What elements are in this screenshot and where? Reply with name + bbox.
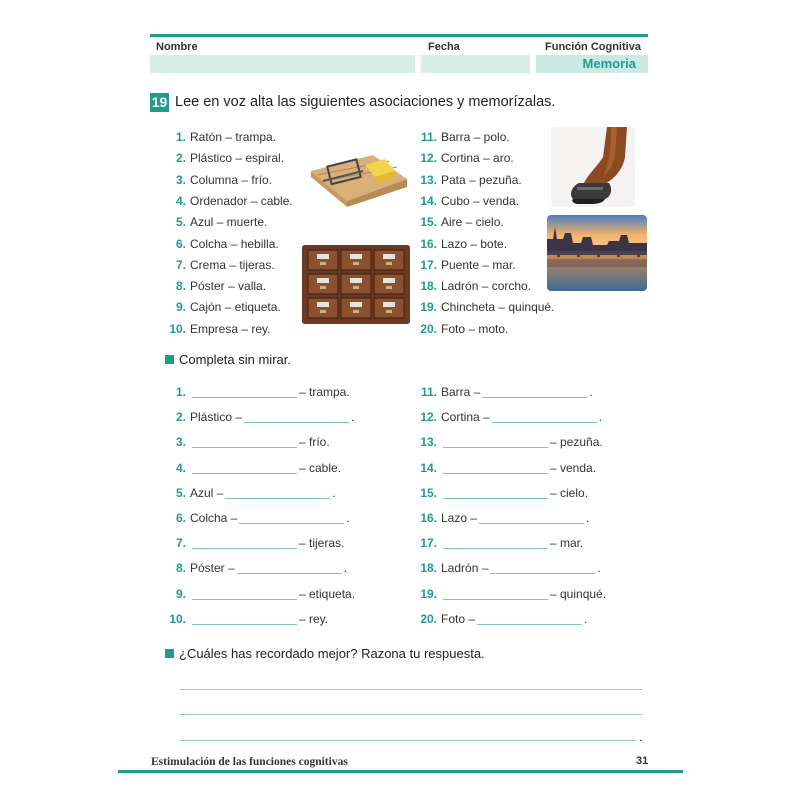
prompt-word: – cielo. xyxy=(550,485,589,500)
association-text: Plástico – espiral. xyxy=(190,151,285,166)
prompt-word: . xyxy=(586,511,590,525)
exercise-title: Lee en voz alta las siguientes asociaciones y memorízalas. xyxy=(175,94,556,110)
association-item xyxy=(166,150,284,166)
complete-row xyxy=(417,534,583,552)
answer-blank[interactable] xyxy=(482,385,587,398)
prompt-word: Plástico – xyxy=(190,410,243,425)
prompt-word: Lazo – xyxy=(441,511,478,525)
answer-blank[interactable] xyxy=(479,511,584,524)
item-number: 17. xyxy=(420,257,437,272)
exercise-number: 19 xyxy=(151,94,168,110)
association-item xyxy=(417,236,507,252)
association-text: Ordenador – cable. xyxy=(190,193,293,208)
answer-blank[interactable] xyxy=(225,486,330,499)
association-item xyxy=(417,278,531,294)
item-number: 12. xyxy=(420,151,437,166)
prompt-word: – pezuña. xyxy=(550,435,603,450)
answer-blank[interactable] xyxy=(237,561,342,574)
association-item xyxy=(417,214,504,230)
item-number: 10. xyxy=(169,321,186,336)
item-number: 8. xyxy=(175,279,186,294)
association-item xyxy=(417,321,508,337)
association-item xyxy=(166,299,281,315)
card-catalog-drawers-icon xyxy=(302,245,410,324)
name-field[interactable] xyxy=(150,55,415,73)
prompt-word: – trampa. xyxy=(299,385,350,399)
association-text: Azul – muerte. xyxy=(190,215,268,230)
prompt-word: – frío. xyxy=(299,435,330,450)
prompt-word: Barra – xyxy=(441,385,481,399)
prompt-word: – rey. xyxy=(299,611,329,626)
complete-row xyxy=(166,383,350,401)
answer-blank[interactable] xyxy=(443,536,548,549)
complete-row xyxy=(166,559,347,577)
complete-row xyxy=(417,408,602,426)
item-number: 2. xyxy=(175,151,186,166)
association-text: Chincheta – quinqué. xyxy=(441,300,555,315)
prompt-word: – cable. xyxy=(299,460,342,475)
association-text: Cajón – etiqueta. xyxy=(190,300,281,315)
item-number: 3. xyxy=(175,172,186,187)
association-item xyxy=(166,278,266,294)
complete-row xyxy=(417,585,606,603)
prompt-word: Póster – xyxy=(190,561,235,576)
association-text: Columna – frío. xyxy=(190,172,273,187)
item-number: 13. xyxy=(420,172,437,187)
association-text: Póster – valla. xyxy=(190,279,267,294)
association-text: Aire – cielo. xyxy=(441,215,504,230)
footer-rule xyxy=(118,770,683,773)
association-text: Cortina – aro. xyxy=(441,151,514,166)
item-number: 16. xyxy=(420,236,437,251)
complete-row xyxy=(166,484,336,502)
function-value: Memoria xyxy=(536,55,648,73)
prompt-word: . xyxy=(584,611,588,626)
association-text: Puente – mar. xyxy=(441,257,516,272)
item-number: 19. xyxy=(420,300,437,315)
complete-row xyxy=(166,433,330,451)
answer-blank[interactable] xyxy=(192,612,297,625)
square-bullet-icon xyxy=(165,355,174,364)
complete-row xyxy=(417,459,596,477)
answer-blank[interactable] xyxy=(192,435,297,448)
complete-row xyxy=(166,534,344,552)
prompt-word: Foto – xyxy=(441,611,476,626)
item-number: 20. xyxy=(420,611,437,626)
complete-heading: Completa sin mirar. xyxy=(165,352,291,367)
prompt-word: . xyxy=(597,561,601,576)
item-number: 4. xyxy=(175,193,186,208)
item-number: 4. xyxy=(175,460,186,475)
square-bullet-icon xyxy=(165,649,174,658)
association-item xyxy=(166,172,272,188)
date-label: Fecha xyxy=(428,41,460,53)
complete-row xyxy=(166,408,354,426)
item-number: 10. xyxy=(169,611,186,626)
association-item xyxy=(417,257,516,273)
item-number: 20. xyxy=(420,321,437,336)
association-text: Foto – moto. xyxy=(441,321,509,336)
association-item xyxy=(417,299,554,315)
association-item xyxy=(166,214,267,230)
item-number: 17. xyxy=(420,536,437,551)
answer-blank[interactable] xyxy=(192,536,297,549)
prompt-word: . xyxy=(346,511,350,525)
association-item xyxy=(166,236,279,252)
answer-blank[interactable] xyxy=(443,435,548,448)
association-item xyxy=(166,321,270,337)
association-text: Colcha – hebilla. xyxy=(190,236,279,251)
prompt-word: . xyxy=(598,410,603,425)
complete-row xyxy=(166,509,350,527)
footer-title: Estimulación de las funciones cognitivas xyxy=(151,756,348,768)
prompt-word: Azul – xyxy=(190,485,224,500)
header-rule xyxy=(150,34,648,37)
complete-row xyxy=(417,484,588,502)
answer-blank[interactable] xyxy=(492,410,597,423)
prompt-word: . xyxy=(589,385,593,399)
prompt-word: – quinqué. xyxy=(550,586,607,601)
item-number: 18. xyxy=(420,279,437,294)
association-text: Pata – pezuña. xyxy=(441,172,522,187)
prompt-word: – etiqueta. xyxy=(299,586,356,601)
prompt-word: – venda. xyxy=(550,460,597,475)
name-label: Nombre xyxy=(156,41,198,53)
complete-row xyxy=(166,585,355,603)
answer-blank[interactable] xyxy=(192,587,297,600)
association-text: Lazo – bote. xyxy=(441,236,508,251)
item-number: 13. xyxy=(420,435,437,450)
answer-line-1[interactable] xyxy=(180,689,642,690)
association-item xyxy=(417,172,522,188)
association-text: Cubo – venda. xyxy=(441,193,520,208)
association-text: Ladrón – corcho. xyxy=(441,279,532,294)
association-item xyxy=(166,257,275,273)
item-number: 2. xyxy=(175,410,186,425)
item-number: 8. xyxy=(175,561,186,576)
prompt-word: . xyxy=(343,561,348,576)
association-item xyxy=(166,129,276,145)
complete-row xyxy=(417,559,601,577)
complete-row xyxy=(417,383,593,401)
city-bridge-photo-icon xyxy=(547,215,647,291)
answer-line-2[interactable] xyxy=(180,714,642,715)
answer-line-3[interactable] xyxy=(180,740,636,741)
prompt-word: Colcha – xyxy=(190,511,238,525)
item-number: 3. xyxy=(175,435,186,450)
item-number: 16. xyxy=(420,511,437,525)
item-number: 9. xyxy=(175,300,186,315)
horse-hoof-icon xyxy=(551,127,635,207)
association-text: Barra – polo. xyxy=(441,130,510,144)
item-number: 1. xyxy=(175,130,186,144)
prompt-word: – tijeras. xyxy=(299,536,345,551)
answer-blank[interactable] xyxy=(443,587,548,600)
answer-blank[interactable] xyxy=(244,410,349,423)
association-item xyxy=(417,193,519,209)
association-item xyxy=(417,129,510,145)
item-number: 14. xyxy=(420,193,437,208)
item-number: 18. xyxy=(420,561,437,576)
prompt-word: – mar. xyxy=(550,536,584,551)
item-number: 15. xyxy=(420,485,437,500)
answer-end-dot: . xyxy=(639,730,643,744)
complete-row xyxy=(417,509,589,527)
date-field[interactable] xyxy=(421,55,530,73)
item-number: 11. xyxy=(420,385,437,399)
complete-row xyxy=(166,610,328,628)
answer-blank[interactable] xyxy=(490,561,595,574)
prompt-word: . xyxy=(351,410,355,425)
item-number: 6. xyxy=(175,236,186,251)
function-label: Función Cognitiva xyxy=(545,41,641,53)
association-item xyxy=(166,193,293,209)
complete-row xyxy=(417,610,587,628)
answer-blank[interactable] xyxy=(192,461,297,474)
item-number: 12. xyxy=(420,410,437,425)
item-number: 11. xyxy=(420,130,437,144)
prompt-word: Ladrón – xyxy=(441,561,489,576)
association-text: Crema – tijeras. xyxy=(190,257,275,272)
question-heading: ¿Cuáles has recordado mejor? Razona tu respuesta. xyxy=(165,646,485,661)
item-number: 6. xyxy=(175,511,186,525)
mousetrap-icon xyxy=(303,143,410,207)
association-text: Ratón – trampa. xyxy=(190,130,277,144)
complete-row xyxy=(166,459,341,477)
answer-blank[interactable] xyxy=(477,612,582,625)
item-number: 5. xyxy=(175,215,186,230)
item-number: 7. xyxy=(175,257,186,272)
association-text: Empresa – rey. xyxy=(190,321,271,336)
answer-blank[interactable] xyxy=(443,461,548,474)
item-number: 9. xyxy=(175,586,186,601)
answer-blank[interactable] xyxy=(443,486,548,499)
item-number: 14. xyxy=(420,460,437,475)
prompt-word: . xyxy=(332,485,336,500)
answer-blank[interactable] xyxy=(239,511,344,524)
item-number: 19. xyxy=(420,586,437,601)
item-number: 5. xyxy=(175,485,186,500)
item-number: 15. xyxy=(420,215,437,230)
answer-blank[interactable] xyxy=(192,385,297,398)
item-number: 7. xyxy=(175,536,186,551)
prompt-word: Cortina – xyxy=(441,410,490,425)
item-number: 1. xyxy=(175,385,186,399)
complete-row xyxy=(417,433,603,451)
page-number: 31 xyxy=(636,755,649,767)
association-item xyxy=(417,150,514,166)
